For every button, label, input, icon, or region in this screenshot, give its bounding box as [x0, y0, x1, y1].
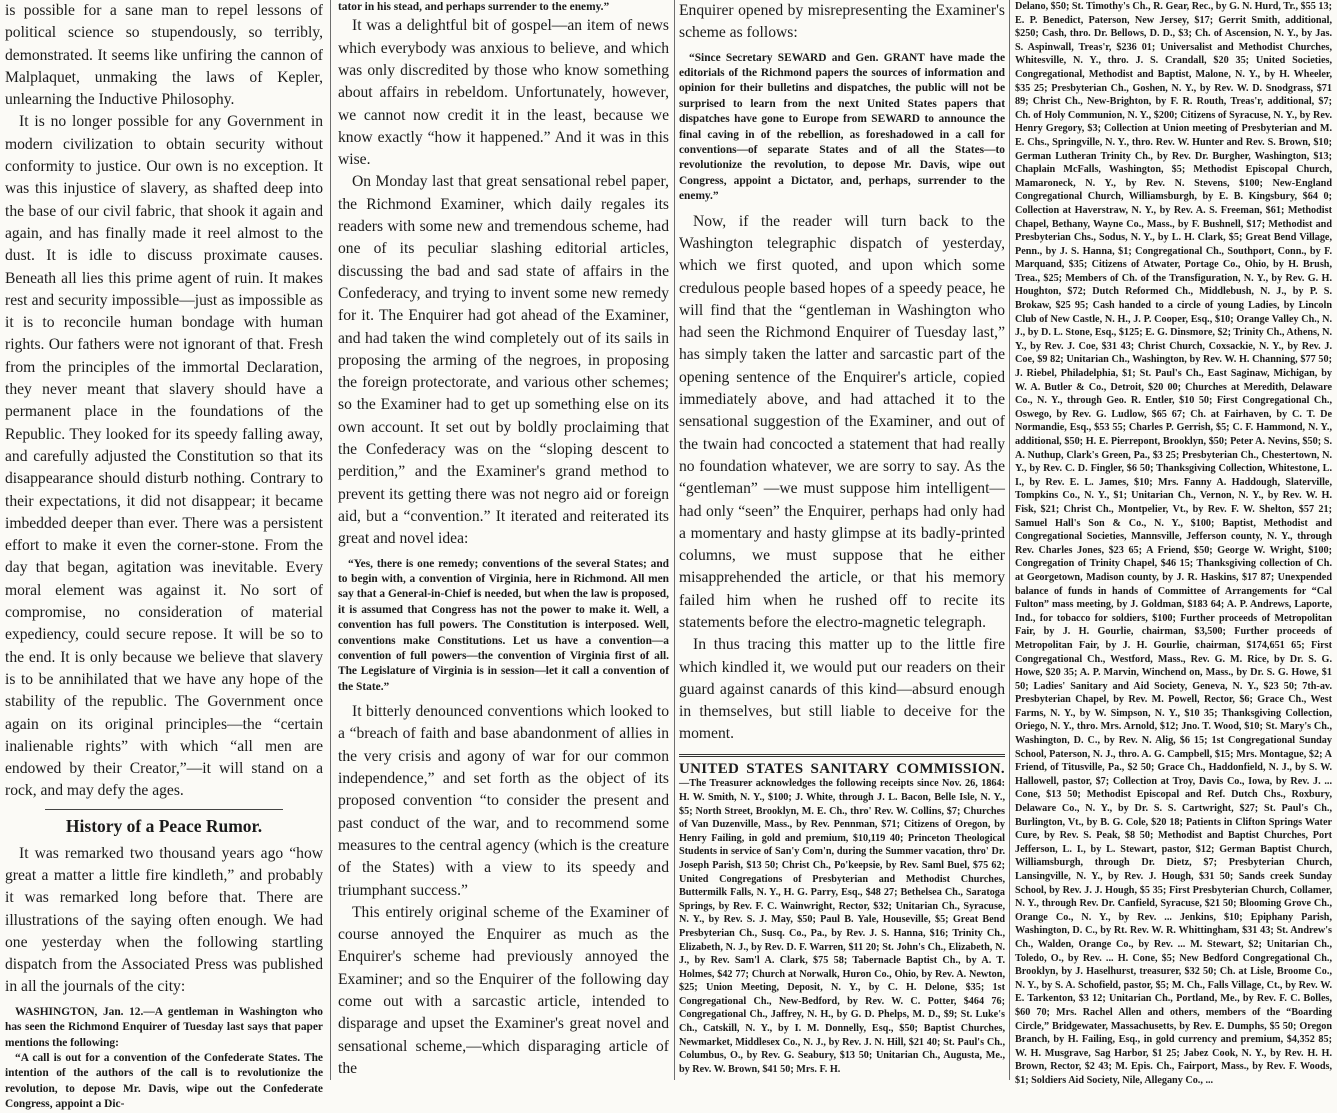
quoted-dispatch: tator in his stead, and perhaps surrender to the enemy.”: [338, 1, 610, 13]
column-3: [674, 0, 1010, 1080]
paragraph: In thus tracing this matter up to the little fire which kindled it, we would put our readers on their guard against canards of this kind—absurd enough in themselves, but still liable to deceive for the moment.: [679, 636, 1005, 743]
section-divider: [45, 809, 283, 810]
paragraph: is possible for a sane man to repel lessons of political science so stupendously, so terribly, demonstrated. It seems like unfiring the cannon of Malplaquet, unmaking the laws of Kepler, unlearning the Inductive Philosophy.: [5, 2, 323, 109]
column-2: [333, 0, 674, 1080]
section-divider: [679, 754, 1005, 757]
paragraph: It bitterly denounced conventions which looked to a “breach of faith and base abandonment of allies in the very crisis and agony of war for our common independence,” and set forth as the object of its proposed convention “to consider the present and past conduct of the war, and to recommend some measures to the central agency (which is the creature of the States) with a view to its speedy and triumphant success.”: [338, 703, 669, 899]
paragraph: On Monday last that great sensational rebel paper, the Richmond Examiner, which daily regales its readers with some new and tremendous scheme, had one of its peculiar slashing editorial articles, discussing the bad and sad state of affairs in the Confederacy, and trying to invent some new remedy for it. The Enquirer had got ahead of the Examiner, and had taken the wind completely out of its sails in proposing the arming of the negroes, in proposing the foreign protectorate, and various other schemes; so the Examiner had to get up something else on its own account. It set out by boldly proclaiming that the Confederacy was on the “sloping descent to perdition,” and the Examiner's grand method to prevent its getting there was not negro aid or foreign aid, but a “convention.” It iterated and reiterated its great and novel idea:: [338, 173, 669, 548]
column-1: [0, 0, 328, 1111]
dispatch-text: WASHINGTON, Jan. 12.—A gentleman in Washington who has seen the Richmond Enquirer of Tuesday last says that paper mentions the following:: [5, 1005, 323, 1049]
quoted-dispatch: “A call is out for a convention of the Confederate States. The intention of the authors of the call is to revolutionize the revolution, to depose Mr. Davis, wipe out the Confederate Congress, appoint a Dic-: [5, 1051, 323, 1111]
block-quote: “Yes, there is one remedy; conventions of the several States; and to begin with, a convention of Virginia, here in Richmond. All men say that a General-in-Chief is needed, but when the law is proposed, it is assumed that Congress has not the power to make it. Well, a convention has full powers. The Constitution is interposed. Well, conventions make Constitutions. Let us have a convention—a convention of full powers—the convention of Virginia first of all. The Legislature of Virginia is in session—let it call a convention of the State.”: [338, 557, 669, 693]
column-4: [1010, 0, 1337, 1086]
paragraph: It was a delightful bit of gospel—an item of news which everybody was anxious to believe, and which was only discredited by those who know something about affairs in rebeldom. Unfortunately, however, we cannot now credit it in the least, because we know exactly “how it happened.” And it was in this wise.: [338, 17, 669, 169]
paragraph: Now, if the reader will turn back to the Washington telegraphic dispatch of yesterday, which we first quoted, and upon which some credulous people based hopes of a speedy peace, he will find that the “gentleman in Washington who had seen the Richmond Enquirer of Tuesday last,” has simply taken the latter and sarcastic part of the opening sentence of the Enquirer's article, copied immediately above, and had attached it to the sensational suggestion of the Examiner, and out of the twain had concocted a statement that had really no foundation whatever, we are sorry to say. As the “gentleman” —we must suppose him intelligent—had only “seen” the Enquirer, perhaps had only had a momentary and hasty glimpse at its badly-printed columns, we must suppose that he either misapprehended the article, or that his memory failed him when he rushed off to recite its statements before the electro-magnetic telegraph.: [679, 212, 1005, 631]
paragraph: Enquirer opened by misrepresenting the Examiner's scheme as follows:: [679, 2, 1005, 42]
sanitary-notice: [679, 760, 1005, 1077]
receipts-list: Delano, $50; St. Timothy's Ch., R. Gear, Rec., by G. N. Hurd, Tr., $55 13; E. P. Benedict, Paterson, New Jersey, $17; Gerrit Smith, additional, $250; Cash, thro. Dr. Bellows, D. D., $3; Ch. of Ascension, N. Y., by Jas. S. Aspinwall, Treas'r, $236 01; Universalist and Methodist Churches, Whitesville, N. Y., thro. J. S. Crandall, $20 35; United Societies, Congregational, Methodist and Baptist, Malone, N. Y., by H. Wheeler, $35 25; Presbyterian Ch., Goshen, N. Y., by Rev. W. D. Snodgrass, $71 89; Christ Ch., New-Brighton, by F. R. Routh, Treas'r, additional, $7; Ch. of Holy Communion, N. Y., $200; Citizens of Syracuse, N. Y., by Rev. Henry Gregory, $3; Collection at Union meeting of Presbyterian and M. E. Chs., Springville, N. Y., thro. Rev. W. Hunter and Rev. S. Brown, $10; German Lutheran Trinity Ch., by Rev. Dr. Burgher, Washington, $13; Chaplain McFalls, Washington, $5; Methodist Episcopal Church, Mamaroneck, N. Y., by Rev. N. Stevens, $100; New-England Congregational Church, Williamsburgh, by E. B. Kingsbury, $64 0; Collection at Haverstraw, N. Y., by Rev. A. S. Freeman, $61; Methodist Chapel, Bethany, Wayne Co., Mass., by F. Bushnell, $17; Methodist and Presbyterian Chs., Sodus, N. Y., by L. H. Clark, $5; Great Bend Village, Penn., by J. S. Hanna, $1; Congregational Ch., Southport, Conn., by F. Marquand, $35; Citizens of Atwater, Portage Co., Ohio, by H. Brush, Trea., $25; Members of Ch. of the Transfiguration, N. Y., by Rev. G. H. Houghton, $72; Dutch Reformed Ch., Middlebush, N. J., by P. S. Brokaw, $25 95; Cash handed to a circle of young Ladies, by Lincoln Club of New Castle, N. H., J. P. Cooper, Esq., $10; Orange Valley Ch., N. J., by D. L. Stone, Esq., $125; E. G. Dinsmore, $2; Trinity Ch., Athens, N. Y., by Rev. J. Coe, $31 43; Christ Church, Coxsackie, N. Y., by Rev. J. Coe, $9 82; Unitarian Ch., Washington, by Rev. W. H. Channing, $77 50; J. Riebel, Philadelphia, $1; St. Paul's Ch., East Saginaw, Michigan, by W. A. Butler & Co., Detroit, $20 00; Churches at Meredith, Delaware Co., N. Y., through Geo. R. Entler, $10 50; First Congregational Ch., Oswego, by Rev. G. Ludlow, $65 67; Ch. at Fairhaven, by C. T. De Normandie, Esq., $53 55; Charles P. Gerrish, $5; C. F. Hammond, N. Y., additional, $50; H. E. Pierrepont, Brooklyn, $50; Peter A. Nevins, $50; S. A. Nuthup, Clark's Green, Pa., $3 25; Presbyterian Ch., Chestertown, N. Y., by Rev. C. D. Fingler, $6 50; Thanksgiving Collection, Whitestone, L. I., by Rev. E. L. James, $10; Mrs. Fanny A. Haddough, Slaterville, Tompkins Co., N. Y., $1; Unitarian Ch., Vernon, N. Y., by Rev. W. H. Fisk, $21; Christ Ch., Montpelier, Vt., by Rev. F. W. Shelton, $57 21; Samuel Hall's Son & Co., N. Y., $100; Baptist, Methodist and Congregational Societies, Mannsville, Jefferson county, N. Y., through Rev. Charles Jones, $23 65; A Friend, $50; George W. Wright, $100; Congregation of Trinity Chapel, $46 15; Thanksgiving collection of Ch. at Georgetown, Madison county, by J. R. Haskins, $17 87; Unexpended balance of funds in hands of Committee of Arrangements for “Cal Fulton” mass meeting, by J. Goldman, $183 64; A. P. Andrews, Laporte, Ind., for tobacco for soldiers, $100; Further proceeds of Metropolitan Fair, by J. H. Gourlie, chairman, $3,500; Further proceeds of Metropolitan Fair, by J. H. Gourlie, chairman, $174,651 65; First Congregational Ch., Westford, Mass., Rev. G. M. Rice, by Dr. S. G. Howe, $20 35; A. P. Marvin, Winchend on, Mass., by Dr. S. G. Howe, $1 50; Ladies' Sanitary and Aid Society, Geneva, N. Y., $23 50; 7th-av. Presbyterian Chapel, by Rev. M. Powell, Rector, $6; Grace Ch., West Farms, N. Y., by W. Simpson, N. Y., $10 35; Thanksgiving Collection, Oriego, N. Y., thro. Mrs. Arnold, $12; Jno. T. Wood, $10; St. Mary's Ch., Washington, D. C., by Rev. N. Alig, $6 15; 1st Congregational Sunday School, Paterson, N. J., thro. A. G. Campbell, $15; Mrs. Montague, $2; A Friend, of Titusville, Pa., $2 50; Grace Ch., Haddonfield, N. J., by S. W. Hallowell, pastor, $7; Collection at Troy, Davis Co., Iowa, by Rev. J. ... Cone, $13 50; Methodist Episcopal and Ref. Dutch Chs., Roxbury, Delaware Co., N. Y., by Dr. S. S. Cartwright, $27; St. Paul's Ch., Burlington, Vt., by B. G. Cole, $20 18; Patients in Clifton Springs Water Cure, by Rev. S. Peak, $8 50; Methodist and Baptist Churches, Port Jefferson, L. I., by L. Stewart, pastor, $12; German Baptist Church, Williamsburgh, through Dr. Dietz, $7; Presbyterian Church, Lansingville, N. Y., by Rev. J. Hough, $31 50; Sands creek Sunday School, by Rev. J. J. Hough, $5 35; First Presbyterian Church, Collamer, N. Y., through Rev. Dr. Canfield, Syracuse, $21 50; Blooming Grove Ch., Orange Co., N. Y., by Rev. ... Jenkins, $10; Epiphany Parish, Washington, D. C., by Rt. Rev. W. R. Whittingham, $31 43; St. Andrew's Ch., Walden, Orange Co., by Rev. ... M. Stewart, $2; Unitarian Ch., Toledo, O., by Rev. ... H. Cone, $5; New Bedford Congregational Ch., Brooklyn, by J. Haselhurst, treasurer, $32 50; Ch. at Lisle, Broome Co., N. Y., by S. A. Schofield, pastor, $5; M. Ch., Falls Village, Ct., by Rev. W. E. Tarkenton, $3 12; Unitarian Ch., Portland, Me., by Rev. F. C. Bolles, $60 70; Mrs. Rachel Allen and others, members of the “Boarding Circle,” Bridgewater, Massachusetts, by Rev. E. Dumphs, $5 50; Oregon Branch, by H. Failing, Esq., in gold currency and premium, $4,352 85; W. H. Musgrave, Sag Harbor, $1 25; Jabez Cook, N. Y., by Rev. H. H. Brown, Rector, $2 43; M. Epis. Ch., Fairport, Mass., by Rev. F. Woods, $1; Soldiers Aid Society, Nile, Allegany Co., ...: [1015, 1, 1332, 1086]
paragraph: It is no longer possible for any Government in modern civilization to obtain security without conformity to justice. Our own is no exception. It was this injustice of slavery, as shafted deep into the base of our civil fabric, that shook it again and again, and has finally made it reel almost to the dust. It is idle to discuss proximate causes. Beneath all lies this prime agent of ruin. It makes rest and security impossible—just as impossible as it is to reconcile human bondage with human rights. Our fathers were not ignorant of that. Fresh from the principles of the immortal Declaration, they never meant that slavery should have a permanent place in the foundations of the Republic. They looked for its speedy falling away, and carefully adjusted the Constitution so that its disappearance should disturb nothing. Contrary to their expectations, it did not disappear; it became imbedded deeper than ever. There was a persistent effort to make it even the corner-stone. From the day that began, agitation was inevitable. Every moral element was against it. No sort of compromise, no consideration of material expediency, could secure repose. It will be so to the end. It is only because we believe that slavery is to be annihilated that we have any hope of the stability of the republic. The Government once again on its original principles—the “certain inalienable rights” with which “all men are endowed by their Creator,”—it will stand on a rock, and may defy the ages.: [5, 113, 323, 800]
notice-body: —The Treasurer acknowledges the following receipts since Nov. 26, 1864: H. W. Smith, N. Y., $100; J. White, through J. L. Bacon, Belle Isle, N. Y., $5; North Street, Brooklyn, M. E. Ch., thro' Rev. W. Collins, $7; Churches of Van Duzenville, Mass., by Rev. Pennman, $71; Citizens of Oregon, by Henry Failing, in gold and premium, $10,119 40; Princeton Theological Students in service of San'y Com'n, during the Summer vacation, thro' Dr. Joseph Parish, $13 50; Christ Ch., Po'keepsie, by Rev. Saml Buel, $75 62; United Congregations of Presbyterian and Methodist Churches, Buttermilk Falls, N. Y., H. G. Parry, Esq., $48 27; Bethelsea Ch., Saratoga Springs, by Rev. F. C. Wainwright, Rector, $32; Unitarian Ch., Syracuse, N. Y., by Rev. S. J. May, $50; Paul B. Yale, Houseville, $5; Great Bend Presbyterian Ch., Susq. Co., Pa., by Rev. J. S. Hanna, $16; Trinity Ch., Elizabeth, N. J., by Rev. D. F. Warren, $11 20; St. John's Ch., Elizabeth, N. J., by Rev. Sam'l A. Clark, $75 58; Tabernacle Baptist Ch., by A. T. Holmes, $42 77; Church at Norwalk, Huron Co., Ohio, by Rev. A. Newton, $25; Union Meeting, Deposit, N. Y., by C. H. Delone, $35; 1st Congregational Ch., New-Bedford, by Rev. W. C. Potter, $464 76; Congregational Ch., Jaffrey, N. H., by G. D. Phelps, M. D., $9; St. Luke's Ch., Catskill, N. Y., by I. M. Donnelly, Esq., $50; Baptist Churches, Newmarket, Middlesex Co., N. J., by Rev. J. N. Hill, $21 40; St. Paul's Ch., Columbus, O., by Rev. G. Seabury, $13 50; Unitarian Ch., Augusta, Me., by Rev. W. Brown, $41 50; Mrs. F. H.: [679, 778, 1005, 1075]
article-heading: History of a Peace Rumor.: [65, 815, 263, 836]
column-rule: [330, 0, 331, 1080]
paragraph: It was remarked two thousand years ago “how great a matter a little fire kindleth,” and probably it was remarked long before that. There are illustrations of the saying often enough. We had one yesterday when the following startling dispatch from the Associated Press was published in all the journals of the city:: [5, 844, 323, 996]
paragraph: This entirely original scheme of the Examiner of course annoyed the Enquirer as much as the Enquirer's scheme had previously annoyed the Examiner; and so the Enquirer of the following day come out with a sarcastic article, intended to disparage and upset the Examiner's great novel and sensational scheme,—which disparaging article of the: [338, 903, 669, 1077]
block-quote: “Since Secretary SEWARD and Gen. GRANT have made the editorials of the Richmond papers the sources of information and opinion for their bulletins and dispatches, the public will not be surprised to learn from the next United States papers that dispatches have gone to Europe from SEWARD to announce the final caving in of the rebellion, as foreshadowed in a call for conventions—of separate States and of all the States—to revolutionize the revolution, to depose Mr. Davis, wipe out Congress, appoint a Dictator, and, perhaps, surrender to the enemy.”: [679, 51, 1005, 203]
notice-heading: UNITED STATES SANITARY COMMISSION.: [679, 760, 1005, 777]
